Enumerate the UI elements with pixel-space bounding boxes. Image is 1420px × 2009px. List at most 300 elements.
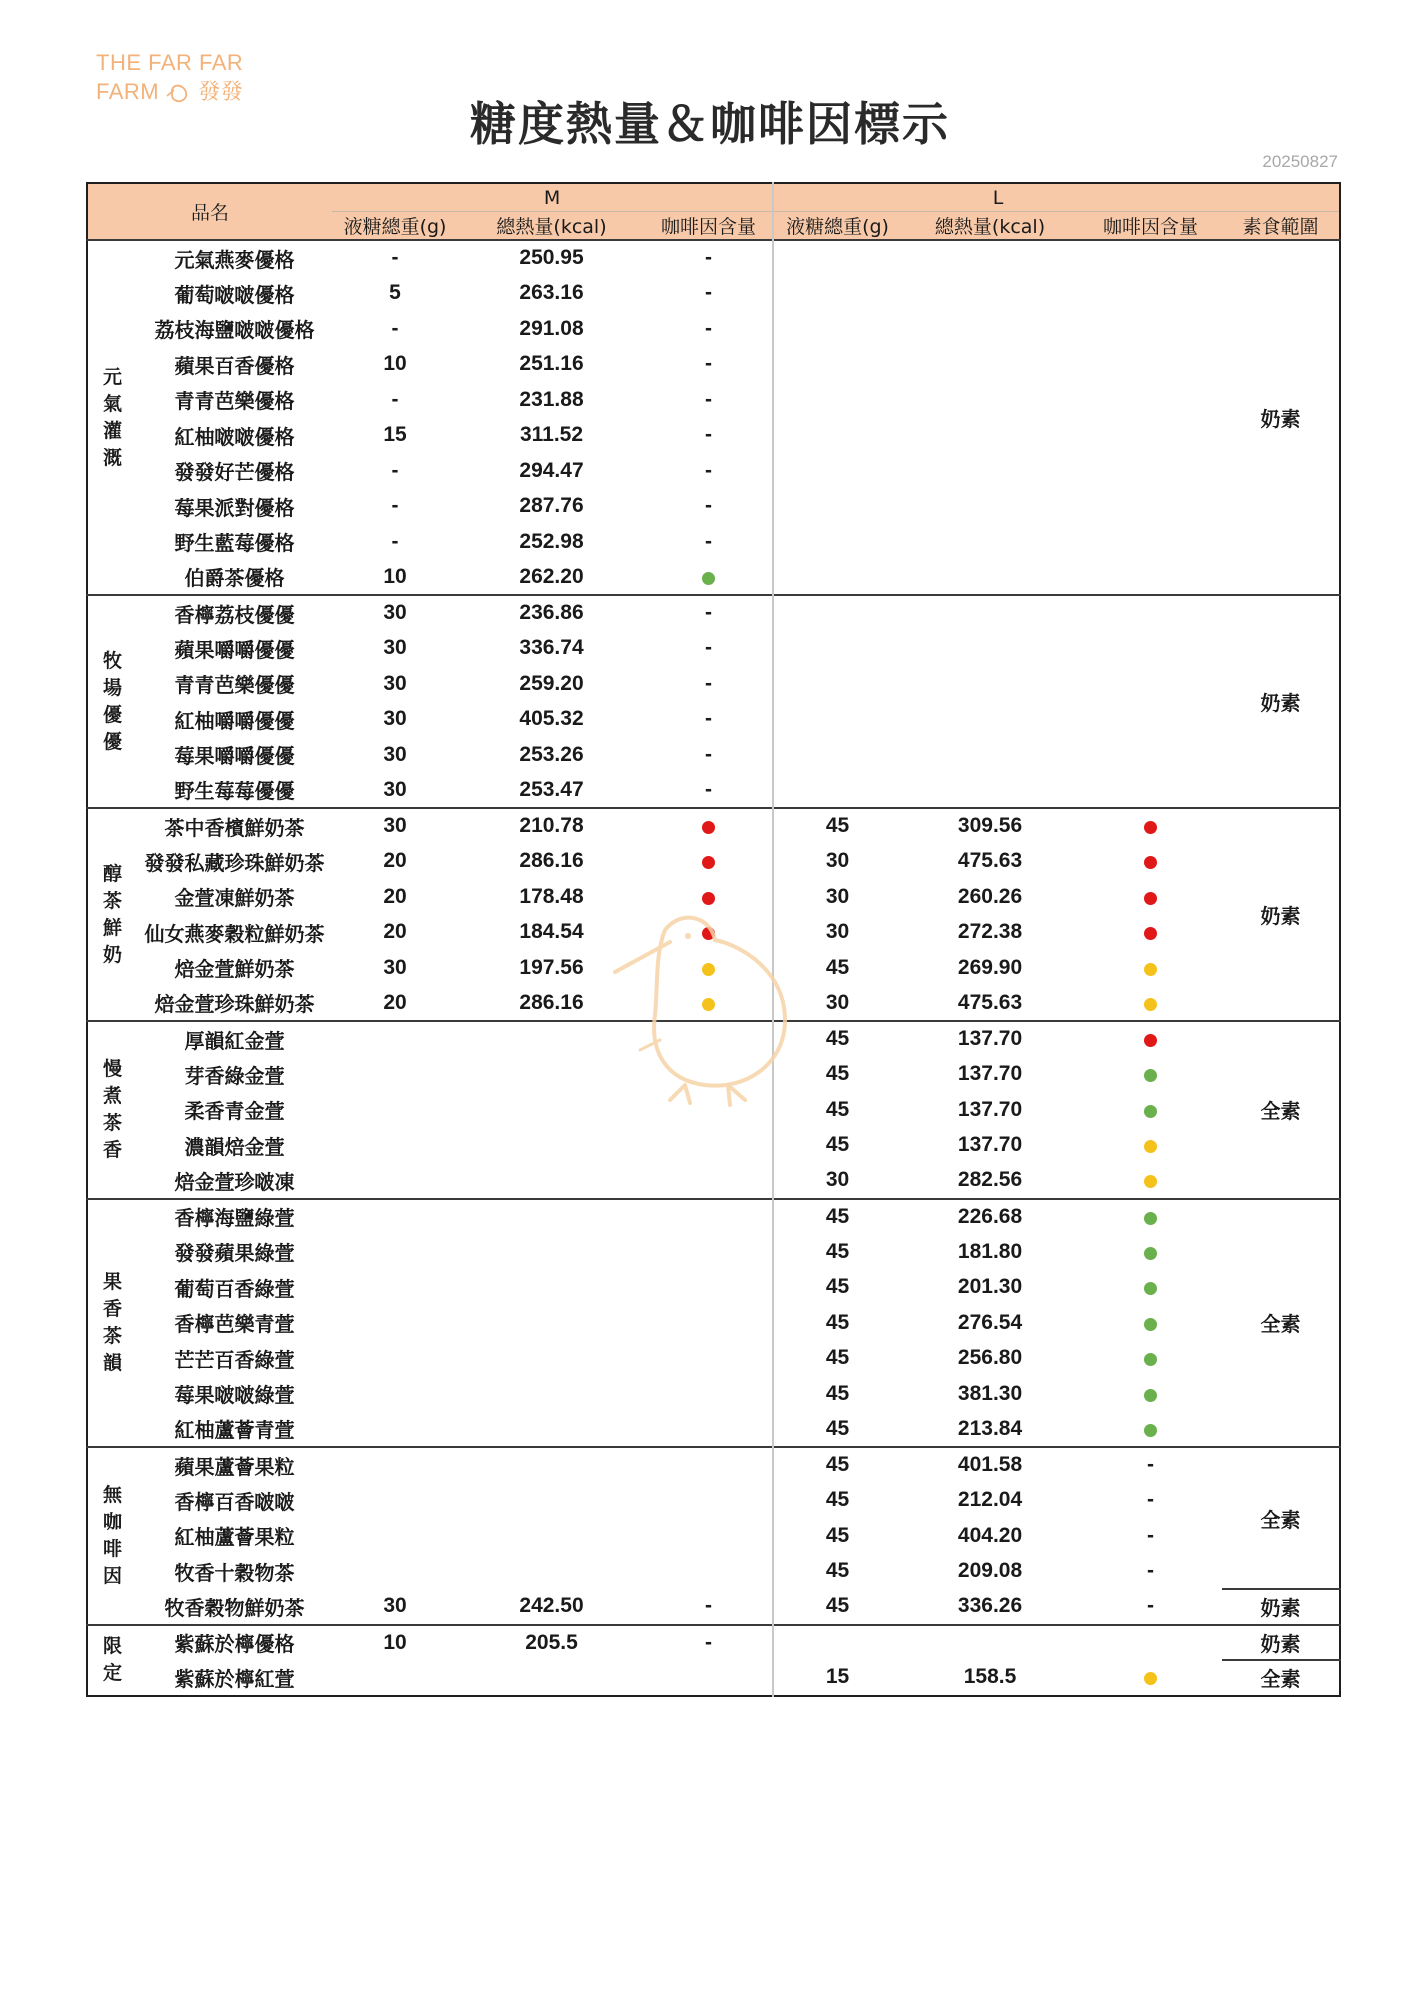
cell-l-sugar: 45 [773,1447,901,1483]
cell-veg-range: 奶素 [1222,240,1340,595]
cell-product-name: 莓果嚼嚼優優 [174,744,295,769]
table-row [87,1589,1340,1625]
cell-m-kcal: 262.20 [519,564,584,588]
cell-l-caffeine [1079,1660,1222,1696]
table-row [87,1554,1340,1590]
caffeine-yellow-dot-icon [1144,1672,1157,1685]
cell-product-name: 香檸百香啵啵 [174,1489,295,1514]
caffeine-green-dot-icon [1144,1105,1157,1118]
cell-l-sugar: 45 [773,1341,901,1377]
table-row [87,276,1340,312]
cell-l-caffeine [1079,382,1222,418]
cell-m-sugar: - [391,387,399,411]
cell-m-sugar: 20 [383,990,407,1014]
cell-l-kcal: 226.68 [901,1199,1079,1235]
cell-m-kcal: 231.88 [519,387,584,411]
cell-product-name: 紅柚啵啵優格 [174,424,295,449]
table-row [87,808,1340,844]
cell-m-caffeine [645,1376,773,1412]
cell-m-kcal [458,1270,645,1306]
cell-l-sugar [773,347,901,383]
cell-product-name: 青青芭樂優優 [174,673,295,698]
section-group-label: 慢煮茶香 [87,1021,137,1199]
cell-m-sugar: 15 [383,423,407,447]
cell-l-kcal [901,524,1079,560]
cell-product-name: 元氣燕麥優格 [137,240,332,276]
cell-m-sugar [332,1305,458,1341]
cell-m-kcal: 311.52 [519,423,584,447]
cell-l-kcal: 282.56 [957,1168,1023,1192]
cell-l-caffeine [1079,1625,1222,1661]
cell-m-caffeine: - [705,281,713,305]
table-row [87,1305,1340,1341]
cell-m-kcal: 250.95 [458,240,645,276]
kiwi-bird-watermark-icon [610,900,825,1115]
cell-l-caffeine [1079,1234,1222,1270]
cell-m-sugar [332,1270,458,1306]
cell-l-kcal [901,631,1079,667]
cell-veg-range: 全素 [1222,1199,1340,1448]
header-veg: 素食範圍 [1222,212,1340,241]
caffeine-yellow-dot-icon [1144,963,1157,976]
cell-m-caffeine [645,1270,773,1306]
section-group-label: 牧場優優 [87,595,137,808]
cell-m-kcal: 210.78 [458,808,645,844]
table-row [87,1376,1340,1412]
cell-product-name: 牧香穀物鮮奶茶 [164,1595,305,1620]
cell-m-sugar [332,1092,458,1128]
cell-product-name: 葡萄百香綠萱 [174,1276,295,1301]
cell-l-caffeine: - [1147,1488,1155,1512]
cell-l-caffeine [1079,311,1222,347]
table-row [87,489,1340,525]
cell-m-sugar: - [391,458,399,482]
cell-product-name: 青青芭樂優格 [174,389,295,414]
cell-veg-range: 全素 [1222,1447,1340,1589]
cell-l-sugar: 45 [773,1376,901,1412]
cell-l-kcal: 181.80 [957,1239,1023,1263]
table-row [87,631,1340,667]
cell-m-kcal: 405.32 [519,707,584,731]
cell-product-name: 紅柚蘆薈果粒 [174,1525,295,1550]
table-row [87,1341,1340,1377]
cell-m-kcal [458,1163,645,1199]
caffeine-green-dot-icon [1144,1318,1157,1331]
cell-m-sugar: - [391,529,399,553]
cell-l-sugar: 45 [773,1305,901,1341]
cell-product-name: 荔枝海鹽啵啵優格 [154,318,315,343]
cell-l-sugar: 30 [773,915,901,951]
cell-m-kcal [458,1341,645,1377]
cell-m-caffeine [645,1660,773,1696]
cell-l-sugar: 45 [773,1589,901,1625]
cell-m-caffeine [645,844,773,880]
cell-product-name: 厚韻紅金萱 [137,1021,332,1057]
caffeine-green-dot-icon [702,572,715,585]
cell-l-caffeine: - [1147,1559,1155,1583]
cell-l-kcal: 256.80 [957,1346,1023,1370]
cell-l-kcal: 475.63 [957,990,1023,1014]
table-row [87,1660,1340,1696]
cell-l-kcal: 212.04 [957,1488,1023,1512]
cell-m-sugar: 30 [383,777,407,801]
section-group-label: 醇茶鮮奶 [87,808,137,1021]
cell-m-kcal: 294.47 [519,458,584,482]
table-row [87,453,1340,489]
table-row [87,666,1340,702]
cell-l-sugar [773,276,901,312]
cell-l-caffeine [1079,773,1222,809]
table-row [87,844,1340,880]
cell-m-sugar [332,1021,458,1057]
cell-l-kcal [901,666,1079,702]
cell-l-kcal: 137.70 [957,1097,1023,1121]
cell-l-kcal [901,560,1079,596]
cell-m-caffeine [645,1483,773,1519]
table-row [87,595,1340,631]
cell-m-sugar [332,1199,458,1235]
cell-l-caffeine [1079,524,1222,560]
header-l-kcal: 總熱量(kcal) [901,212,1079,241]
cell-product-name: 野生藍莓優格 [174,531,295,556]
table-row [87,382,1340,418]
cell-product-name: 發發私藏珍珠鮮奶茶 [144,850,325,875]
cell-m-caffeine: - [705,423,713,447]
cell-product-name: 焙金萱珍珠鮮奶茶 [154,992,315,1017]
cell-l-sugar: 45 [773,1199,901,1235]
cell-l-caffeine [1079,595,1222,631]
cell-m-sugar [332,1554,458,1590]
table-row [87,1412,1340,1448]
cell-m-sugar [332,1447,458,1483]
cell-m-kcal [458,1660,645,1696]
cell-l-sugar [773,666,901,702]
cell-m-kcal: 205.5 [458,1625,645,1661]
cell-product-name: 柔香青金萱 [184,1099,285,1124]
caffeine-green-dot-icon [1144,1389,1157,1402]
cell-l-kcal [901,773,1079,809]
cell-l-kcal: 401.58 [901,1447,1079,1483]
cell-m-sugar: 30 [383,707,407,731]
cell-l-sugar: 45 [773,1057,901,1093]
cell-l-sugar: 45 [773,1128,901,1164]
cell-l-sugar: 45 [773,1021,901,1057]
table-row [87,524,1340,560]
cell-l-sugar: 45 [773,1483,901,1519]
cell-veg-range: 全素 [1222,1021,1340,1199]
caffeine-yellow-dot-icon [1144,998,1157,1011]
cell-m-sugar: 30 [383,742,407,766]
cell-l-kcal [901,240,1079,276]
cell-l-kcal [901,489,1079,525]
cell-m-caffeine [645,1447,773,1483]
table-row [87,737,1340,773]
table-row [87,1128,1340,1164]
table-row [87,1163,1340,1199]
table-row [87,240,1340,276]
cell-l-sugar [773,773,901,809]
document-date: 20250827 [1262,152,1338,171]
cell-l-kcal: 475.63 [957,849,1023,873]
cell-product-name: 蘋果嚼嚼優優 [174,637,295,662]
cell-l-kcal: 272.38 [957,920,1023,944]
cell-product-name: 莓果派對優格 [174,495,295,520]
cell-m-kcal: 263.16 [519,281,584,305]
section-group-label: 元氣灌溉 [87,240,137,595]
cell-l-sugar: 45 [773,1234,901,1270]
cell-m-caffeine: - [705,707,713,731]
cell-l-kcal [901,382,1079,418]
cell-l-sugar [773,311,901,347]
caffeine-red-dot-icon [1144,892,1157,905]
cell-m-sugar [332,1412,458,1448]
cell-l-caffeine [1079,560,1222,596]
cell-l-sugar: 45 [773,1092,901,1128]
cell-m-sugar: 10 [383,564,407,588]
table-row [87,311,1340,347]
cell-m-sugar [332,1128,458,1164]
cell-m-kcal [458,1447,645,1483]
cell-l-kcal [901,347,1079,383]
cell-m-caffeine [645,1199,773,1235]
cell-m-sugar [332,1163,458,1199]
header-name: 品名 [87,183,332,240]
cell-l-sugar [773,737,901,773]
caffeine-red-dot-icon [702,856,715,869]
cell-l-kcal: 158.5 [963,1665,1017,1689]
cell-l-caffeine [1079,986,1222,1022]
cell-l-kcal [901,1625,1079,1661]
cell-m-kcal: 236.86 [458,595,645,631]
cell-l-kcal [901,702,1079,738]
cell-l-kcal: 336.26 [957,1594,1023,1618]
cell-m-sugar: 20 [383,849,407,873]
cell-l-kcal: 137.70 [957,1133,1023,1157]
caffeine-red-dot-icon [1144,1034,1157,1047]
cell-l-sugar: 45 [773,1270,901,1306]
caffeine-green-dot-icon [1144,1353,1157,1366]
cell-l-caffeine: - [1147,1594,1155,1618]
cell-m-caffeine [645,1305,773,1341]
cell-l-sugar [773,560,901,596]
cell-l-caffeine [1079,240,1222,276]
cell-m-kcal [458,1128,645,1164]
caffeine-red-dot-icon [1144,856,1157,869]
header-l-sugar: 液糖總重(g) [773,212,901,241]
cell-l-caffeine [1079,1057,1222,1093]
header-veg-blank [1222,183,1340,212]
cell-l-caffeine [1079,276,1222,312]
table-row [87,1483,1340,1519]
cell-m-caffeine [645,1341,773,1377]
cell-l-kcal: 137.70 [901,1021,1079,1057]
cell-l-sugar [773,489,901,525]
cell-product-name: 伯爵茶優格 [184,566,285,591]
caffeine-green-dot-icon [1144,1282,1157,1295]
cell-m-caffeine [645,560,773,596]
table-header [87,183,1340,240]
caffeine-green-dot-icon [1144,1424,1157,1437]
cell-m-sugar: 5 [389,281,401,305]
caffeine-green-dot-icon [1144,1069,1157,1082]
cell-m-kcal: 242.50 [519,1594,584,1618]
cell-product-name: 茶中香檳鮮奶茶 [137,808,332,844]
cell-m-caffeine: - [645,1625,773,1661]
cell-veg-range: 全素 [1222,1660,1340,1696]
cell-m-kcal [458,1376,645,1412]
cell-m-kcal [458,1412,645,1448]
cell-l-sugar: 30 [773,879,901,915]
cell-m-kcal [458,1518,645,1554]
cell-product-name: 焙金萱珍啵凍 [174,1169,295,1194]
cell-l-caffeine [1079,950,1222,986]
table-row [87,1518,1340,1554]
cell-l-sugar [773,702,901,738]
cell-l-kcal: 276.54 [957,1310,1023,1334]
cell-m-kcal: 291.08 [519,316,584,340]
cell-m-kcal: 259.20 [519,671,584,695]
cell-m-kcal [458,1305,645,1341]
cell-m-caffeine: - [705,671,713,695]
cell-l-caffeine [1079,666,1222,702]
caffeine-green-dot-icon [1144,1212,1157,1225]
cell-m-sugar [332,1341,458,1377]
cell-m-kcal: 287.76 [519,494,584,518]
header-m-kcal: 總熱量(kcal) [458,212,645,241]
cell-m-kcal [458,1554,645,1590]
cell-m-caffeine: - [705,458,713,482]
table-row [87,1270,1340,1306]
cell-l-caffeine [1079,808,1222,844]
cell-l-caffeine [1079,1199,1222,1235]
cell-product-name: 蘋果蘆薈果粒 [137,1447,332,1483]
cell-l-caffeine [1079,347,1222,383]
cell-m-kcal: 178.48 [519,884,584,908]
cell-l-sugar: 15 [773,1660,901,1696]
cell-product-name: 紅柚嚼嚼優優 [174,708,295,733]
cell-m-kcal: 184.54 [519,920,584,944]
cell-l-caffeine: - [1079,1447,1222,1483]
cell-m-sugar: 30 [332,808,458,844]
cell-l-caffeine [1079,915,1222,951]
page-title: 糖度熱量＆咖啡因標示 [470,97,950,151]
section-group-label: 果香茶韻 [87,1199,137,1448]
cell-m-caffeine: - [705,494,713,518]
cell-l-sugar [773,1625,901,1661]
logo-chinese: 發發 [198,79,244,104]
cell-m-caffeine [645,1412,773,1448]
cell-l-sugar [773,631,901,667]
cell-l-caffeine: - [1147,1523,1155,1547]
cell-l-kcal: 269.90 [957,955,1023,979]
cell-m-kcal [458,1234,645,1270]
caffeine-red-dot-icon [1144,927,1157,940]
cell-l-caffeine [1079,489,1222,525]
cell-l-kcal: 381.30 [957,1381,1023,1405]
cell-m-caffeine: - [705,742,713,766]
cell-m-sugar: - [391,494,399,518]
cell-m-sugar: 20 [383,920,407,944]
caffeine-yellow-dot-icon [1144,1175,1157,1188]
table-row [87,347,1340,383]
caffeine-red-dot-icon [702,821,715,834]
cell-m-sugar: 10 [383,352,407,376]
cell-m-sugar: 20 [383,884,407,908]
cell-m-kcal: 252.98 [519,529,584,553]
cell-l-caffeine [1079,1128,1222,1164]
cell-l-caffeine [1079,1092,1222,1128]
cell-m-kcal [458,1483,645,1519]
cell-m-caffeine: - [705,529,713,553]
cell-l-kcal [901,737,1079,773]
cell-l-caffeine [1079,1376,1222,1412]
cell-m-sugar [332,1376,458,1412]
cell-l-sugar [773,240,901,276]
cell-l-caffeine [1079,453,1222,489]
cell-l-sugar [773,524,901,560]
table-row [87,418,1340,454]
cell-m-caffeine [645,1518,773,1554]
header-m-caffeine: 咖啡因含量 [645,212,773,241]
header-size-l: L [773,183,1222,212]
header-m-sugar: 液糖總重(g) [332,212,458,241]
cell-l-kcal [901,276,1079,312]
cell-l-kcal [901,595,1079,631]
cell-l-caffeine [1079,1163,1222,1199]
cell-product-name: 牧香十穀物茶 [174,1560,295,1585]
cell-m-sugar: 30 [383,636,407,660]
table-row [87,1199,1340,1235]
cell-product-name: 蘋果百香優格 [174,353,295,378]
cell-veg-range: 奶素 [1222,1625,1340,1661]
caffeine-green-dot-icon [1144,1247,1157,1260]
cell-l-caffeine [1079,631,1222,667]
cell-veg-range: 奶素 [1222,808,1340,1021]
table-row [87,1447,1340,1483]
cell-m-caffeine: - [705,352,713,376]
cell-m-caffeine: - [705,1594,713,1618]
cell-product-name: 芒芒百香綠萱 [174,1347,295,1372]
cell-m-caffeine [645,808,773,844]
cell-product-name: 仙女燕麥穀粒鮮奶茶 [144,921,325,946]
cell-l-kcal: 404.20 [957,1523,1023,1547]
header-l-caffeine: 咖啡因含量 [1079,212,1222,241]
cell-l-sugar: 30 [773,986,901,1022]
cell-l-caffeine [1079,702,1222,738]
logo-line2: FARM [96,79,160,104]
cell-product-name: 發發好芒優格 [174,460,295,485]
cell-m-caffeine: - [645,595,773,631]
cell-product-name: 發發蘋果綠萱 [174,1241,295,1266]
cell-m-sugar [332,1660,458,1696]
cell-product-name: 濃韻焙金萱 [184,1134,285,1159]
cell-m-kcal: 336.74 [519,636,584,660]
cell-m-caffeine: - [645,240,773,276]
cell-l-kcal: 213.84 [957,1416,1023,1440]
cell-m-caffeine: - [705,636,713,660]
cell-product-name: 芽香綠金萱 [184,1063,285,1088]
cell-l-caffeine [1079,879,1222,915]
caffeine-red-dot-icon [1144,821,1157,834]
cell-m-sugar [332,1234,458,1270]
cell-l-sugar [773,418,901,454]
cell-product-name: 香檸荔枝優優 [137,595,332,631]
section-group-label: 無咖啡因 [87,1447,137,1625]
cell-product-name: 焙金萱鮮奶茶 [174,957,295,982]
cell-l-caffeine [1079,1412,1222,1448]
table-row [87,1625,1340,1661]
table-row [87,702,1340,738]
